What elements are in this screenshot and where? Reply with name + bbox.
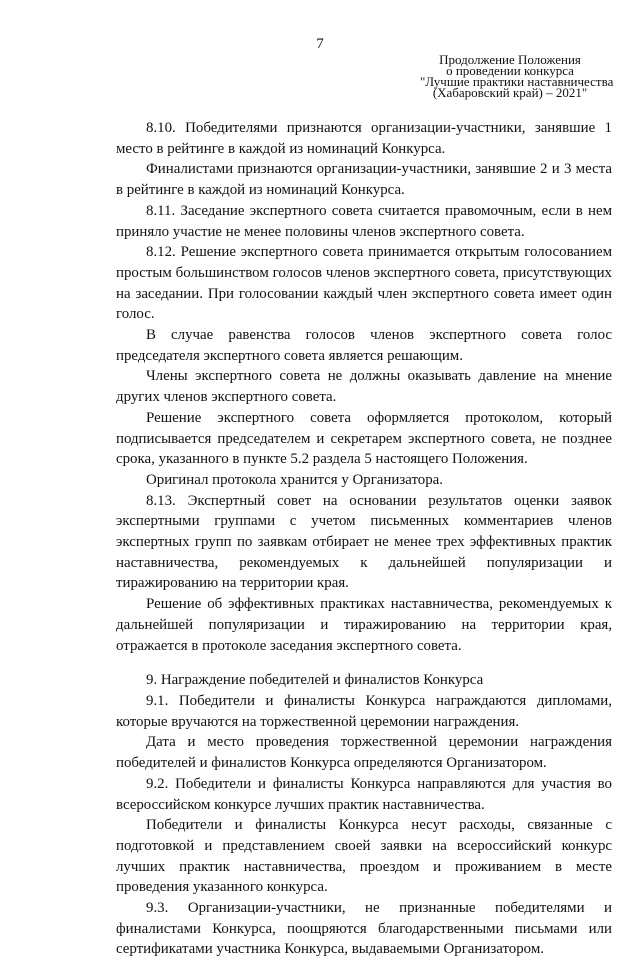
- paragraph-8-11: 8.11. Заседание экспертного совета считается правомочным, если в нем приняло участие не менее половины членов экспертного совета.: [116, 202, 612, 240]
- document-body: [116, 118, 612, 960]
- header-note-line: (Хабаровский край) – 2021": [432, 85, 588, 100]
- paragraph-8-13: 8.13. Экспертный совет на основании результатов оценки заявок экспертными группами с учетом письменных комментариев членов экспертных групп по заявкам отбирает не менее трех эффективных практик наставничества, рекомендуемых к дальнейшей популяризации и тиражированию на территории края.: [116, 492, 612, 592]
- paragraph-practices-decision: Решение об эффективных практиках наставничества, рекомендуемых к дальнейшей популяризации и тиражированию на территории края, отражается в протоколе заседания экспертного совета.: [116, 596, 612, 654]
- page-number: 7: [316, 36, 324, 52]
- paragraph-protocol: Решение экспертного совета оформляется протоколом, который подписывается председателем и секретарем экспертного совета, не позднее срока, указанного в пункте 5.2 раздела 5 настоящего Положения.: [116, 409, 612, 468]
- paragraph-9-2: 9.2. Победители и финалисты Конкурса направляются для участия во всероссийском конкурсе лучших практик наставничества.: [116, 775, 612, 813]
- paragraph-tie-vote: В случае равенства голосов членов экспертного совета голос председателя экспертного совета является решающим.: [116, 327, 612, 364]
- paragraph-9-1: 9.1. Победители и финалисты Конкурса награждаются дипломами, которые вручаются на торжественной церемонии награждения.: [116, 692, 612, 730]
- paragraph-finalists: Финалистами признаются организации-участники, занявшие 2 и 3 места в рейтинге в каждой из номинаций Конкурса.: [116, 161, 612, 199]
- paragraph-ceremony-date: Дата и место проведения торжественной церемонии награждения победителей и финалистов Конкурса определяются Организатором.: [116, 734, 612, 772]
- paragraph-9-3: 9.3. Организации-участники, не признанные победителями и финалистами Конкурса, поощряются благодарственными письмами или сертификатами участника Конкурса, выдаваемыми Организатором.: [116, 900, 612, 958]
- paragraph-8-12: 8.12. Решение экспертного совета принимается открытым голосованием простым большинством голосов членов экспертного совета, присутствующих на заседании. При голосовании каждый член экспертного совета имеет один голос.: [116, 244, 612, 323]
- paragraph-no-pressure: Члены экспертного совета не должны оказывать давление на мнение других членов экспертного совета.: [116, 368, 612, 406]
- header-note: [420, 52, 614, 100]
- section-9-title: 9. Награждение победителей и финалистов Конкурса: [146, 672, 484, 689]
- paragraph-protocol-original: Оригинал протокола хранится у Организатора.: [146, 471, 443, 488]
- header-note-line: "Лучшие практики наставничества: [420, 74, 614, 89]
- header-note-line: Продолжение Положения: [439, 52, 581, 67]
- paragraph-expenses: Победители и финалисты Конкурса несут расходы, связанные с подготовкой и представлением своей заявки на всероссийский конкурс лучших практик наставничества, проездом и проживанием в месте проведения указанного конкурса.: [116, 817, 612, 896]
- paragraph-8-10: 8.10. Победителями признаются организации-участники, занявшие 1 место в рейтинге в каждой из номинаций Конкурса.: [116, 120, 612, 157]
- header-note-line: о проведении конкурса: [446, 63, 574, 78]
